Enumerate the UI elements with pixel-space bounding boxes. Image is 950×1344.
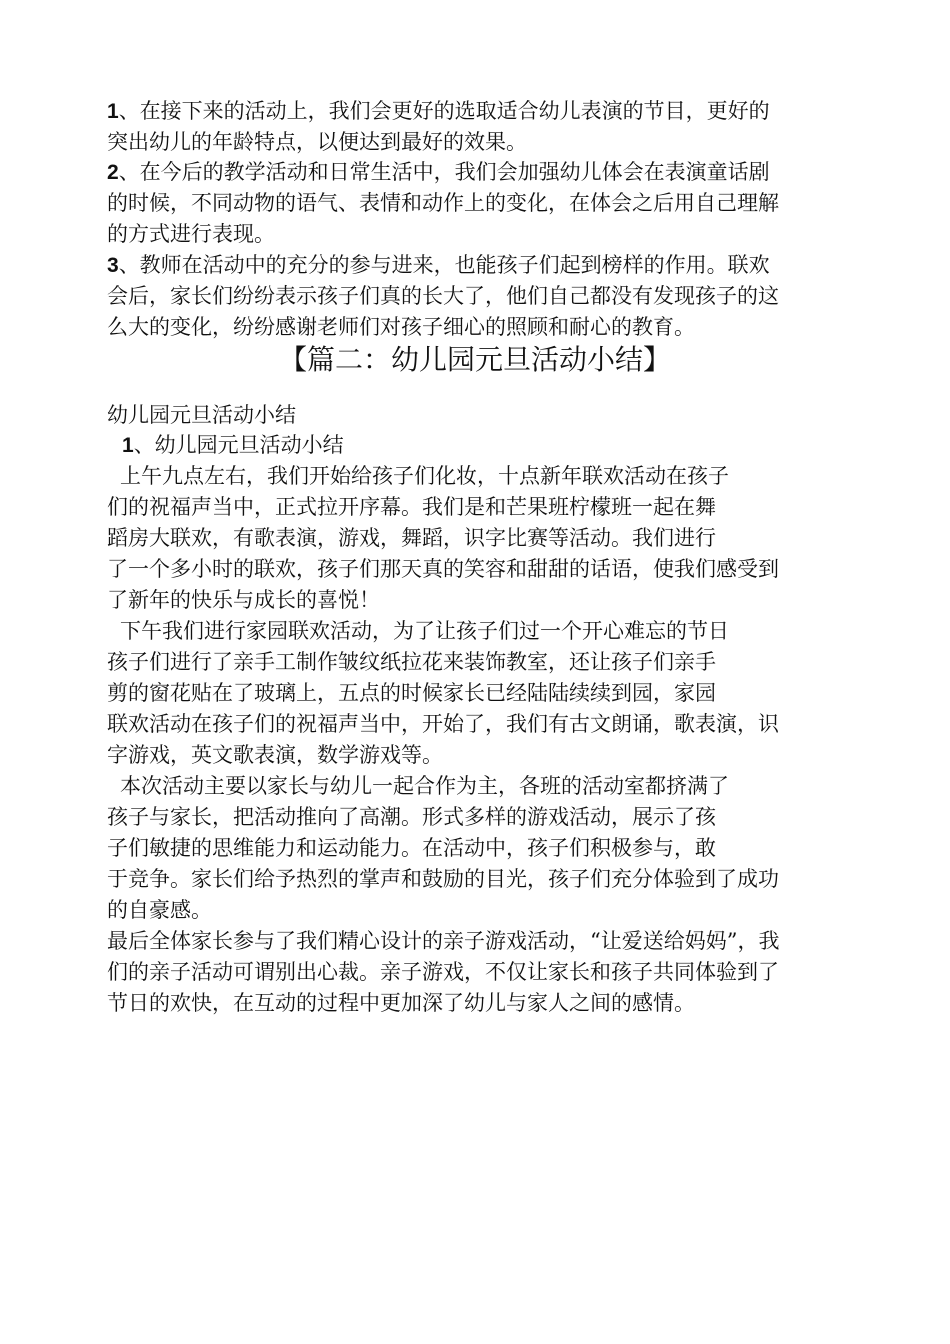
paragraph-line: 剪的窗花贴在了玻璃上，五点的时候家长已经陆陆续续到园，家园 (107, 681, 716, 705)
paragraph-line (107, 250, 770, 281)
paragraph-line: 上午九点左右，我们开始给孩子们化妆，十点新年联欢活动在孩子 (120, 464, 729, 488)
paragraph-line: 的自豪感。 (107, 898, 212, 922)
section-heading: 【篇二：幼儿园元旦活动小结】 (278, 343, 671, 376)
line-text: 的时候，不同动物的语气、表情和动作上的变化，在体会之后用自己理解 (107, 191, 779, 215)
line-text: 、幼儿园元旦活动小结 (133, 433, 344, 457)
paragraph-line: 字游戏，英文歌表演，数学游戏等。 (107, 743, 443, 767)
line-text: 会后，家长们纷纷表示孩子们真的长大了，他们自己都没有发现孩子的这 (107, 284, 779, 308)
list-number: 2 (107, 161, 119, 184)
paragraph-line: 本次活动主要以家长与幼儿一起合作为主，各班的活动室都挤满了 (120, 774, 729, 798)
paragraph-line (107, 127, 527, 157)
line-text: 突出幼儿的年龄特点，以便达到最好的效果。 (107, 130, 527, 154)
paragraph-line (107, 96, 770, 127)
paragraph-line (107, 188, 779, 218)
paragraph-line: 于竞争。家长们给予热烈的掌声和鼓励的目光，孩子们充分体验到了成功 (107, 867, 779, 891)
list-number: 1 (122, 434, 134, 457)
paragraph-line: 子们敏捷的思维能力和运动能力。在活动中，孩子们积极参与，敢 (107, 836, 716, 860)
paragraph-line: 下午我们进行家园联欢活动，为了让孩子们过一个开心难忘的节日 (120, 619, 729, 643)
section-title: 幼儿园元旦活动小结 (107, 403, 296, 427)
paragraph-line (107, 157, 770, 188)
paragraph-line (107, 219, 275, 249)
paragraph-line: 们的祝福声当中，正式拉开序幕。我们是和芒果班柠檬班一起在舞 (107, 495, 716, 519)
paragraph-line (107, 281, 779, 311)
paragraph-line: 蹈房大联欢，有歌表演，游戏，舞蹈，识字比赛等活动。我们进行 (107, 526, 716, 550)
list-number: 1 (107, 100, 119, 123)
paragraph-line: 孩子与家长，把活动推向了高潮。形式多样的游戏活动，展示了孩 (107, 805, 716, 829)
line-text: 、教师在活动中的充分的参与进来，也能孩子们起到榜样的作用。联欢 (118, 253, 770, 277)
list-number: 3 (107, 254, 119, 277)
line-text: 、在今后的教学活动和日常生活中，我们会加强幼儿体会在表演童话剧 (118, 160, 770, 184)
section-subtitle (122, 430, 344, 461)
paragraph-line: 节日的欢快，在互动的过程中更加深了幼儿与家人之间的感情。 (107, 991, 695, 1015)
line-text: 的方式进行表现。 (107, 222, 275, 246)
paragraph-line: 最后全体家长参与了我们精心设计的亲子游戏活动，“让爱送给妈妈”，我 (107, 929, 780, 953)
line-text: 么大的变化，纷纷感谢老师们对孩子细心的照顾和耐心的教育。 (107, 315, 695, 339)
paragraph-line: 联欢活动在孩子们的祝福声当中，开始了，我们有古文朗诵，歌表演，识 (107, 712, 779, 736)
paragraph-line: 了一个多小时的联欢，孩子们那天真的笑容和甜甜的话语，使我们感受到 (107, 557, 779, 581)
line-text: 、在接下来的活动上，我们会更好的选取适合幼儿表演的节目，更好的 (118, 99, 770, 123)
paragraph-line: 孩子们进行了亲手工制作皱纹纸拉花来装饰教室，还让孩子们亲手 (107, 650, 716, 674)
paragraph-line (107, 312, 695, 342)
paragraph-line: 们的亲子活动可谓别出心裁。亲子游戏，不仅让家长和孩子共同体验到了 (107, 960, 779, 984)
paragraph-line: 了新年的快乐与成长的喜悦！ (107, 588, 380, 612)
